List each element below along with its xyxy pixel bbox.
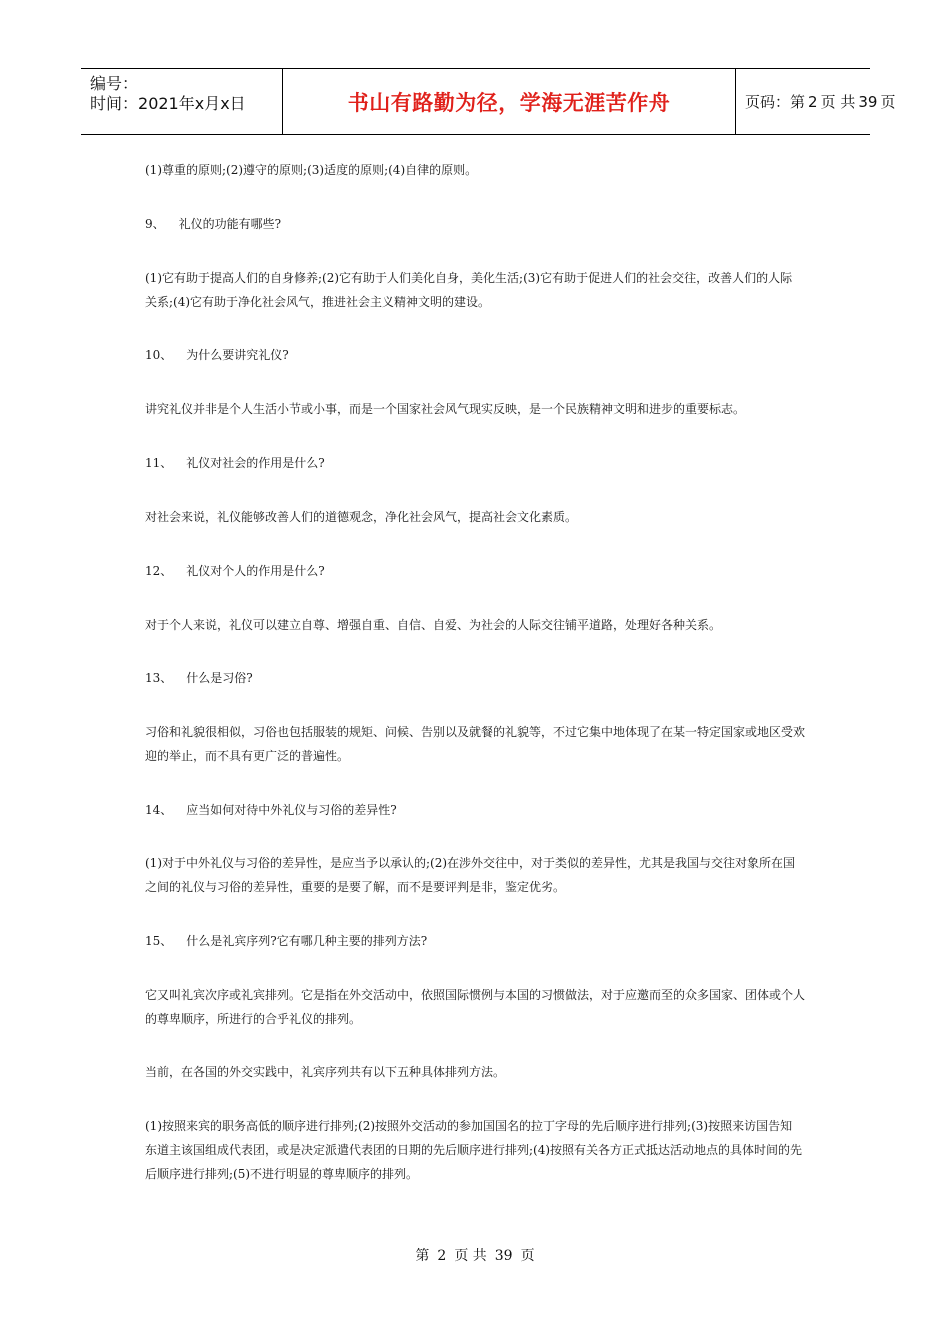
question-text: 应当如何对待中外礼仪与习俗的差异性? <box>186 803 397 817</box>
question-text: 礼仪的功能有哪些? <box>178 217 282 231</box>
answer-12 <box>145 613 809 637</box>
answer-15-intro <box>145 1060 809 1084</box>
time-value: 2021年x月x日 <box>138 94 246 113</box>
answer-line: 习俗和礼貌很相似，习俗也包括服装的规矩、问候、告别以及就餐的礼貌等，不过它集中地体现了在某一特定国家或地区受欢 <box>145 725 806 739</box>
answer-line: 它又叫礼宾次序或礼宾排列。它是指在外交活动中，依照国际惯例与本国的习惯做法，对于应邀而至的众多国家、团体或个人 <box>145 988 806 1002</box>
page-label: 页码：第 <box>745 93 806 111</box>
answer-15 <box>145 983 809 1031</box>
question-13 <box>145 666 809 690</box>
answer-8 <box>145 158 809 182</box>
time-label: 时间： <box>90 94 139 113</box>
answer-line: 对于个人来说，礼仪可以建立自尊、增强自重、自信、自爱、为社会的人际交往铺平道路，处理好各种关系。 <box>145 618 722 632</box>
header-meta-cell <box>81 69 283 134</box>
answer-8-text: (1)尊重的原则;(2)遵守的原则;(3)适度的原则;(4)自律的原则。 <box>145 163 478 177</box>
question-number: 13、 <box>145 671 173 685</box>
page-current: 2 <box>808 92 818 111</box>
footer-prefix: 第 <box>415 1248 430 1264</box>
page-total: 39 <box>858 92 878 111</box>
question-text: 什么是礼宾序列?它有哪几种主要的排列方法? <box>186 934 428 948</box>
header-page-cell <box>736 69 896 134</box>
footer-suffix: 页 <box>520 1248 535 1264</box>
answer-line: 之间的礼仪与习俗的差异性，重要的是要了解，而不是要评判是非，鉴定优劣。 <box>145 880 566 894</box>
answer-14 <box>145 851 809 899</box>
number-label: 编号： <box>90 74 139 93</box>
page-footer <box>0 1245 950 1265</box>
answer-line: 迎的举止，而不具有更广泛的普遍性。 <box>145 749 350 763</box>
question-number: 9、 <box>145 217 165 231</box>
question-text: 礼仪对社会的作用是什么? <box>186 456 325 470</box>
question-text: 礼仪对个人的作用是什么? <box>186 564 325 578</box>
answer-line: 当前，在各国的外交实践中，礼宾序列共有以下五种具体排列方法。 <box>145 1065 506 1079</box>
answer-15-methods <box>145 1114 809 1186</box>
answer-line: 东道主该国组成代表团，或是决定派遣代表团的日期的先后顺序进行排列;(4)按照有关各方正式抵达活动地点的具体时间的先 <box>145 1143 803 1157</box>
header-motto: 书山有路勤为径，学海无涯苦作舟 <box>347 90 671 115</box>
page-end: 页 <box>880 93 896 111</box>
footer-current: 2 <box>437 1248 447 1264</box>
answer-line: 关系;(4)它有助于净化社会风气，推进社会主义精神文明的建设。 <box>145 295 491 309</box>
answer-line: 对社会来说，礼仪能够改善人们的道德观念，净化社会风气，提高社会文化素质。 <box>145 510 578 524</box>
question-text: 什么是习俗? <box>186 671 253 685</box>
answer-13 <box>145 720 809 768</box>
question-15 <box>145 929 809 953</box>
header-motto-cell <box>283 69 736 134</box>
date-line <box>90 91 246 114</box>
question-14 <box>145 798 809 822</box>
page-header <box>81 68 896 135</box>
answer-line: (1)它有助于提高人们的自身修养;(2)它有助于人们美化自身，美化生活;(3)它有助于促进人们的社会交往，改善人们的人际 <box>145 271 793 285</box>
answer-line: 讲究礼仪并非是个人生活小节或小事，而是一个国家社会风气现实反映，是一个民族精神文明和进步的重要标志。 <box>145 402 746 416</box>
footer-total: 39 <box>494 1248 513 1264</box>
page-mid: 页 共 <box>820 93 856 111</box>
answer-line: 的尊卑顺序，所进行的合乎礼仪的排列。 <box>145 1012 362 1026</box>
question-12 <box>145 559 809 583</box>
question-11 <box>145 451 809 475</box>
answer-line: 后顺序进行排列;(5)不进行明显的尊卑顺序的排列。 <box>145 1167 419 1181</box>
answer-line: (1)按照来宾的职务高低的顺序进行排列;(2)按照外交活动的参加国国名的拉丁字母的先后顺序进行排列;(3)按照来访国告知 <box>145 1119 793 1133</box>
question-9 <box>145 212 809 236</box>
question-number: 11、 <box>145 456 173 470</box>
answer-10 <box>145 397 809 421</box>
answer-9 <box>145 266 809 314</box>
footer-mid: 页 共 <box>454 1248 487 1264</box>
question-number: 15、 <box>145 934 173 948</box>
answer-11 <box>145 505 809 529</box>
question-number: 10、 <box>145 348 173 362</box>
answer-line: (1)对于中外礼仪与习俗的差异性，是应当予以承认的;(2)在涉外交往中，对于类似的差异性，尤其是我国与交往对象所在国 <box>145 856 796 870</box>
question-number: 14、 <box>145 803 173 817</box>
question-number: 12、 <box>145 564 173 578</box>
question-text: 为什么要讲究礼仪? <box>186 348 289 362</box>
question-10 <box>145 343 809 367</box>
